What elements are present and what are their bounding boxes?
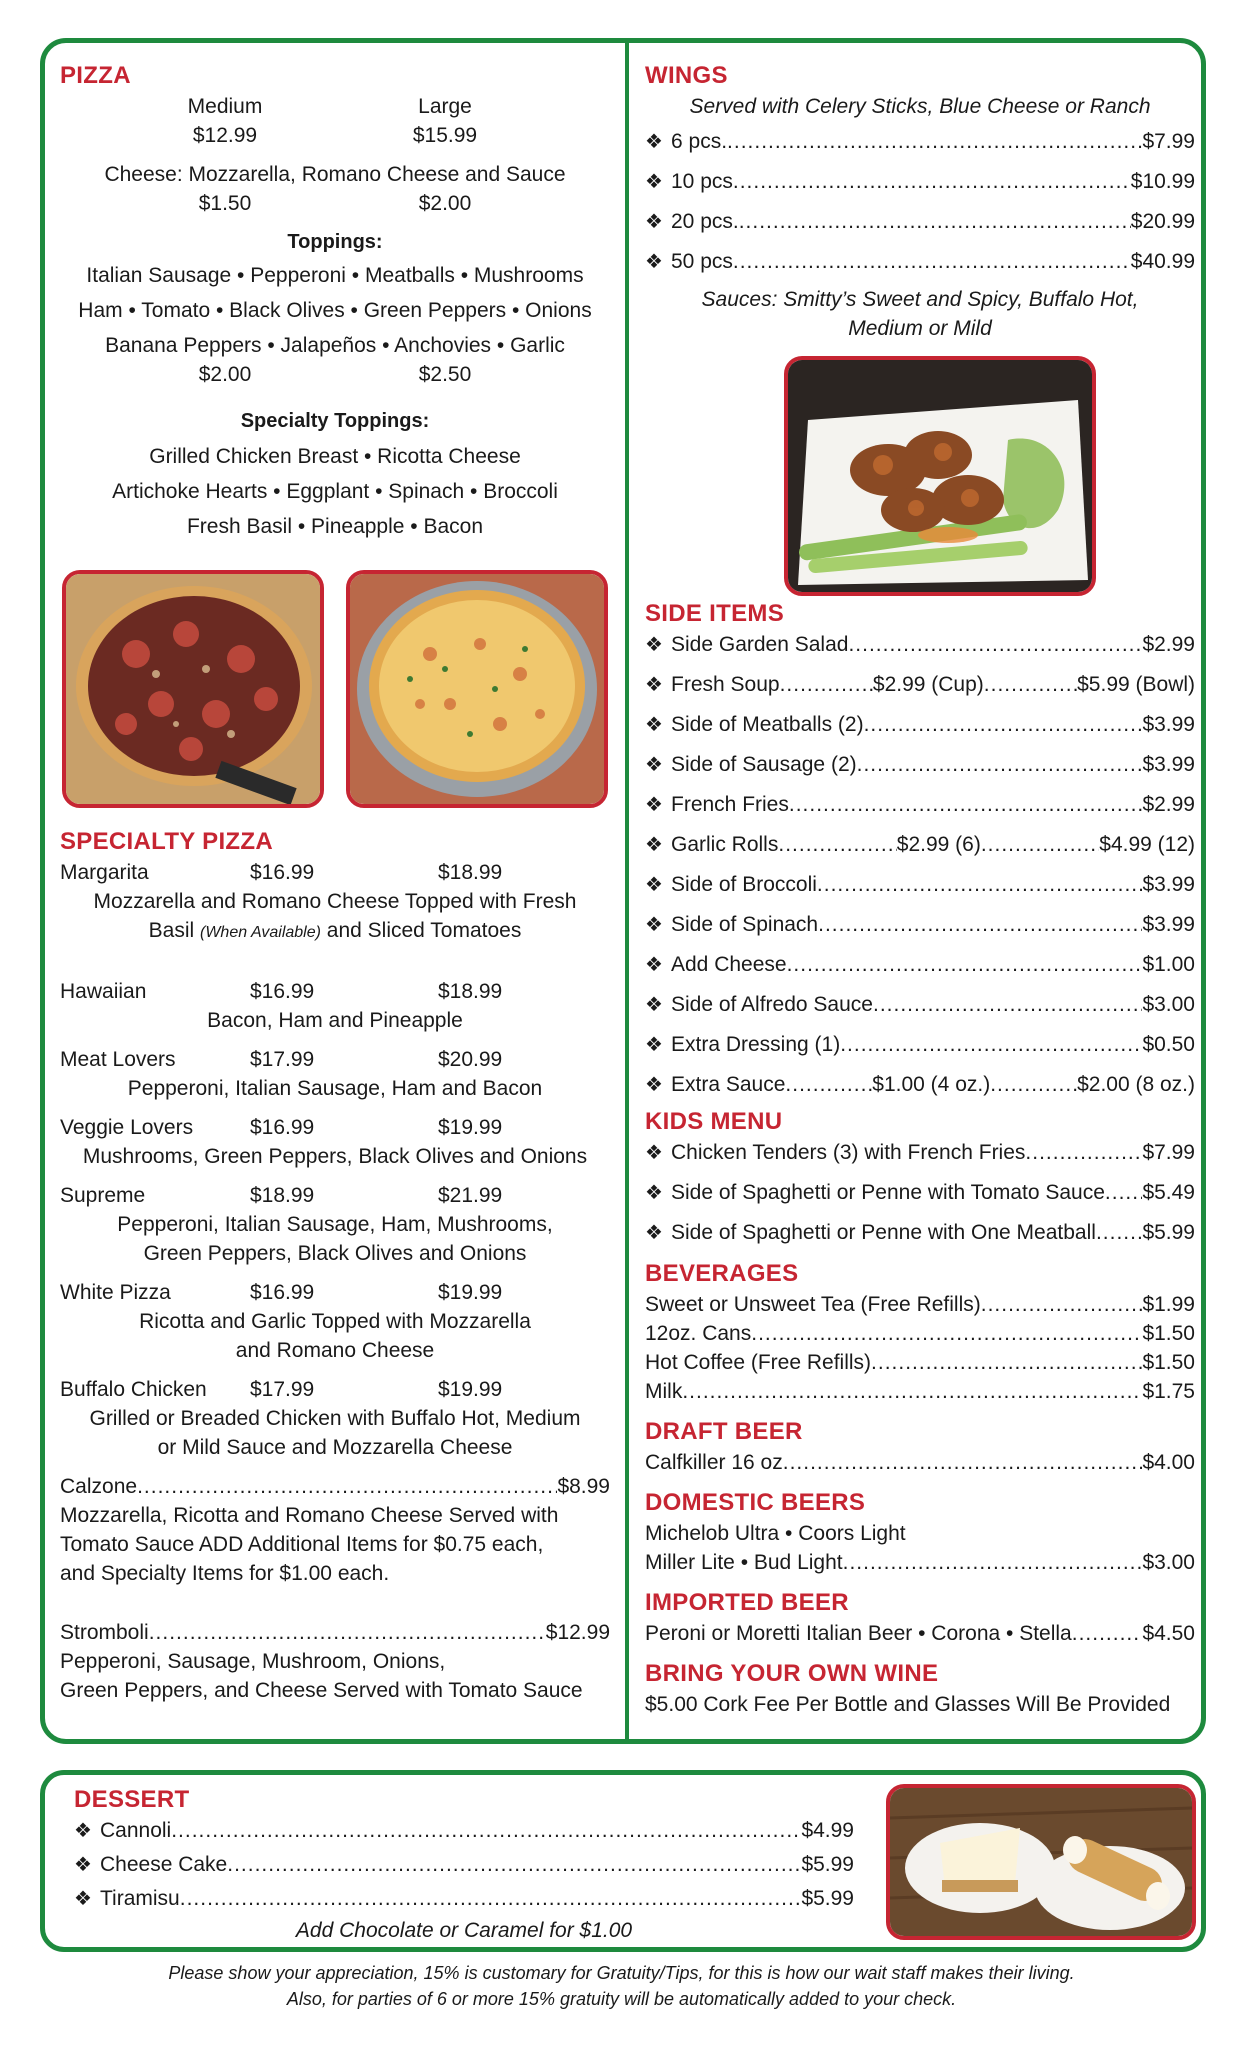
side-item-row [645, 1030, 1195, 1060]
kids-item-price: $7.99 [1142, 1141, 1195, 1164]
wings-50-row [645, 247, 1195, 277]
stromboli-price: $12.99 [545, 1621, 610, 1644]
leader-dots [783, 1448, 1143, 1477]
dessert-section [74, 1784, 854, 1945]
cheese-line: Cheese: Mozzarella, Romano Cheese and Sauce [104, 163, 566, 186]
cheese-medium-price: $1.50 [198, 192, 252, 215]
specialty-toppings-line-3: Fresh Basil • Pineapple • Bacon [186, 515, 484, 538]
margarita-when-available: (When Available) [200, 924, 321, 941]
right-column [645, 60, 1195, 343]
domestic-beers-line-1: Michelob Ultra • Coors Light [645, 1522, 906, 1545]
side-items-heading: SIDE ITEMS [645, 600, 785, 627]
specialty-toppings-line-1: Grilled Chicken Breast • Ricotta Cheese [149, 445, 521, 468]
leader-dots [682, 1377, 1142, 1406]
side-item-label: Side Garden Salad [671, 633, 849, 656]
diamond-bullet-icon: ❖ [645, 1142, 663, 1164]
kids-item-price: $5.49 [1142, 1181, 1195, 1204]
wings-heading: WINGS [645, 62, 728, 89]
wings-photo [784, 356, 1096, 596]
gratuity-note-line-1: Please show your appreciation, 15% is customary for Gratuity/Tips, for this is how our wait staff makes their living. [168, 1963, 1075, 1983]
cheese-prices [60, 189, 610, 218]
buffalo-chicken-name: Buffalo Chicken [60, 1378, 207, 1401]
side-item-price: $2.99 [1142, 793, 1195, 816]
calzone-desc-3: and Specialty Items for $1.00 each. [60, 1562, 390, 1585]
diamond-bullet-icon: ❖ [645, 1222, 663, 1244]
diamond-bullet-icon: ❖ [645, 834, 663, 856]
kids-item-price: $5.99 [1142, 1221, 1195, 1244]
leader-dots [727, 127, 1142, 156]
side-item-row [645, 790, 1195, 820]
beverage-label: Hot Coffee (Free Refills) [645, 1351, 872, 1374]
meat-pizza-photo [62, 570, 324, 808]
side-item-price: $3.99 [1142, 713, 1195, 736]
beverages-heading: BEVERAGES [645, 1260, 799, 1287]
side-item-price: $3.99 [1142, 753, 1195, 776]
meat-lovers-row [60, 1045, 610, 1074]
leader-dots [1072, 1619, 1143, 1648]
specialty-toppings-heading: Specialty Toppings: [240, 410, 430, 432]
stromboli-name: Stromboli [60, 1621, 149, 1644]
beverage-price: $1.50 [1142, 1351, 1195, 1374]
kids-item-label: Chicken Tenders (3) with French Fries [671, 1141, 1026, 1164]
diamond-bullet-icon: ❖ [645, 874, 663, 896]
leader-dots [843, 1548, 1143, 1577]
side-item-label: Garlic Rolls [671, 833, 779, 856]
diamond-bullet-icon: ❖ [645, 171, 663, 193]
toppings-prices [60, 360, 610, 389]
wings-50-price: $40.99 [1130, 250, 1195, 273]
beverage-row [645, 1348, 1195, 1377]
leader-dots [739, 207, 1131, 236]
kids-item-row [645, 1218, 1195, 1248]
diamond-bullet-icon: ❖ [645, 794, 663, 816]
side-item-row [645, 950, 1195, 980]
wings-20-row [645, 207, 1195, 237]
imported-beer-label: Peroni or Moretti Italian Beer • Corona • Stella [645, 1622, 1072, 1645]
cheese-large-price: $2.00 [418, 192, 472, 215]
side-item-label: Add Cheese [671, 953, 787, 976]
left-column [60, 60, 610, 541]
veggie-lovers-large-price: $19.99 [438, 1116, 503, 1139]
wings-20-label: 20 pcs. [671, 210, 739, 233]
size-large-label: Large [418, 95, 472, 118]
margarita-desc-2 [60, 916, 610, 947]
wings-10-price: $10.99 [1130, 170, 1195, 193]
dessert-row [74, 1884, 854, 1914]
side-item-label: Side of Alfredo Sauce [671, 993, 873, 1016]
meat-lovers-large-price: $20.99 [438, 1048, 503, 1071]
side-item-price: $3.99 [1142, 913, 1195, 936]
leader-dots [840, 1030, 1142, 1059]
diamond-bullet-icon: ❖ [645, 634, 663, 656]
beverage-label: Sweet or Unsweet Tea (Free Refills) [645, 1293, 981, 1316]
side-item-row [645, 1070, 1195, 1100]
toppings-line-2: Ham • Tomato • Black Olives • Green Peppers • Onions [78, 299, 592, 322]
wings-sauces-1: Sauces: Smitty’s Sweet and Spicy, Buffalo Hot, [701, 288, 1139, 311]
wings-10-label: 10 pcs [671, 170, 733, 193]
diamond-bullet-icon: ❖ [74, 1854, 92, 1876]
wings-50-label: 50 pcs [671, 250, 733, 273]
diamond-bullet-icon: ❖ [645, 131, 663, 153]
veggie-lovers-medium-price: $16.99 [250, 1116, 315, 1139]
side-item-label: Extra Sauce [671, 1073, 786, 1096]
white-pizza-desc-1: Ricotta and Garlic Topped with Mozzarella [139, 1310, 531, 1333]
leader-dots [857, 750, 1143, 779]
leader-dots [171, 1816, 801, 1845]
buffalo-chicken-large-price: $19.99 [438, 1378, 503, 1401]
leader-dots [981, 1290, 1143, 1319]
pizza-base-prices [60, 121, 610, 150]
side-item-price: $4.99 (12) [1099, 833, 1195, 856]
toppings-large-price: $2.50 [418, 363, 472, 386]
beverage-row [645, 1377, 1195, 1406]
leader-dots [817, 870, 1143, 899]
supreme-desc-1: Pepperoni, Italian Sausage, Ham, Mushrooms, [117, 1213, 553, 1236]
toppings-line-1: Italian Sausage • Pepperoni • Meatballs • Mushrooms [86, 264, 584, 287]
kids-item-row [645, 1138, 1195, 1168]
hawaiian-large-price: $18.99 [438, 980, 503, 1003]
beverage-price: $1.75 [1142, 1380, 1195, 1403]
hawaiian-medium-price: $16.99 [250, 980, 315, 1003]
side-item-price: $3.00 [1142, 993, 1195, 1016]
leader-dots [785, 1070, 872, 1099]
supreme-medium-price: $18.99 [250, 1184, 315, 1207]
diamond-bullet-icon: ❖ [645, 211, 663, 233]
buffalo-chicken-desc-1: Grilled or Breaded Chicken with Buffalo Hot, Medium [89, 1407, 581, 1430]
draft-beer-heading: DRAFT BEER [645, 1418, 803, 1445]
margarita-desc-1: Mozzarella and Romano Cheese Topped with Fresh [93, 890, 577, 913]
stromboli-row [60, 1618, 610, 1647]
dessert-label: Cannoli [100, 1819, 172, 1842]
specialty-pizza-heading: SPECIALTY PIZZA [60, 828, 273, 855]
gratuity-note-line-2: Also, for parties of 6 or more 15% gratuity will be automatically added to your check. [286, 1989, 957, 2009]
dessert-label: Cheese Cake [100, 1853, 228, 1876]
draft-beer-row [645, 1448, 1195, 1477]
white-pizza-row [60, 1278, 610, 1307]
side-item-price: $0.50 [1142, 1033, 1195, 1056]
leader-dots [1025, 1138, 1142, 1167]
dessert-note: Add Chocolate or Caramel for $1.00 [295, 1919, 633, 1942]
kids-item-row [645, 1178, 1195, 1208]
wine-heading: BRING YOUR OWN WINE [645, 1660, 939, 1687]
supreme-desc-2: Green Peppers, Black Olives and Onions [143, 1242, 527, 1265]
dessert-row [74, 1850, 854, 1880]
side-item-price: $5.99 (Bowl) [1077, 673, 1196, 696]
side-item-price: $2.00 (8 oz.) [1077, 1073, 1195, 1096]
beverage-label: 12oz. Cans [645, 1322, 752, 1345]
side-item-row [645, 630, 1195, 660]
leader-dots [873, 990, 1142, 1019]
meat-lovers-desc: Pepperoni, Italian Sausage, Ham and Bacon [127, 1077, 543, 1100]
leader-dots [871, 1348, 1142, 1377]
domestic-beers-price: $3.00 [1142, 1551, 1195, 1574]
wings-6-row [645, 127, 1195, 157]
leader-dots [990, 1070, 1077, 1099]
diamond-bullet-icon: ❖ [645, 754, 663, 776]
leader-dots [137, 1472, 557, 1501]
kids-item-label: Side of Spaghetti or Penne with One Meatball [671, 1221, 1096, 1244]
domestic-beers-row [645, 1548, 1195, 1577]
buffalo-chicken-desc-2: or Mild Sauce and Mozzarella Cheese [157, 1436, 513, 1459]
leader-dots [1105, 1178, 1143, 1207]
diamond-bullet-icon: ❖ [645, 1034, 663, 1056]
beverage-price: $1.50 [1142, 1322, 1195, 1345]
domestic-beers-label: Miller Lite • Bud Light [645, 1551, 843, 1574]
leader-dots [733, 247, 1131, 276]
imported-beer-heading: IMPORTED BEER [645, 1589, 849, 1616]
buffalo-chicken-row [60, 1375, 610, 1404]
leader-dots [848, 630, 1142, 659]
side-item-row [645, 910, 1195, 940]
stromboli-desc-1: Pepperoni, Sausage, Mushroom, Onions, [60, 1650, 446, 1673]
leader-dots [787, 950, 1143, 979]
dessert-price: $4.99 [801, 1819, 854, 1842]
hawaiian-desc: Bacon, Ham and Pineapple [207, 1009, 463, 1032]
margarita-row [60, 858, 610, 887]
beverage-row [645, 1290, 1195, 1319]
size-medium-label: Medium [187, 95, 263, 118]
margarita-large-price: $18.99 [438, 861, 503, 884]
calzone-row [60, 1472, 610, 1501]
side-items-section [645, 598, 1195, 1719]
hawaiian-row [60, 977, 610, 1006]
side-item-price: $2.99 [1142, 633, 1195, 656]
leader-dots [864, 710, 1143, 739]
side-item-label: Side of Meatballs (2) [671, 713, 864, 736]
diamond-bullet-icon: ❖ [74, 1820, 92, 1842]
supreme-name: Supreme [60, 1184, 146, 1207]
calzone-desc-1: Mozzarella, Ricotta and Romano Cheese Served with [60, 1504, 559, 1527]
leader-dots [984, 670, 1077, 699]
diamond-bullet-icon: ❖ [645, 1074, 663, 1096]
wings-6-price: $7.99 [1142, 130, 1195, 153]
beverage-price: $1.99 [1142, 1293, 1195, 1316]
side-item-row [645, 670, 1195, 700]
leader-dots [818, 910, 1142, 939]
margarita-name: Margarita [60, 861, 149, 884]
margarita-desc-2a: Basil [148, 919, 200, 942]
toppings-heading: Toppings: [287, 231, 383, 253]
side-item-price: $1.00 [1142, 953, 1195, 976]
leader-dots [778, 830, 896, 859]
side-item-row [645, 710, 1195, 740]
pizza-size-labels [60, 92, 610, 121]
leader-dots [180, 1884, 802, 1913]
kids-menu-heading: KIDS MENU [645, 1108, 783, 1135]
specialty-toppings-line-2: Artichoke Hearts • Eggplant • Spinach • Broccoli [112, 480, 558, 503]
side-item-label: Side of Sausage (2) [671, 753, 857, 776]
beverage-row [645, 1319, 1195, 1348]
draft-beer-label: Calfkiller 16 oz [645, 1451, 783, 1474]
white-pizza-name: White Pizza [60, 1281, 171, 1304]
leader-dots [751, 1319, 1142, 1348]
beverage-label: Milk [645, 1380, 683, 1403]
calzone-name: Calzone [60, 1475, 138, 1498]
side-item-label: Side of Broccoli [671, 873, 817, 896]
imported-beer-row [645, 1619, 1195, 1648]
leader-dots [1096, 1218, 1143, 1247]
side-item-label: Fresh Soup [671, 673, 780, 696]
diamond-bullet-icon: ❖ [645, 994, 663, 1016]
leader-dots [981, 830, 1099, 859]
dessert-photo [886, 1784, 1196, 1940]
imported-beer-price: $4.50 [1142, 1622, 1195, 1645]
wine-line: $5.00 Cork Fee Per Bottle and Glasses Will Be Provided [645, 1693, 1171, 1716]
pizza-heading: PIZZA [60, 62, 131, 89]
leader-dots [227, 1850, 801, 1879]
side-item-row [645, 750, 1195, 780]
side-item-row [645, 830, 1195, 860]
side-item-label: Side of Spinach [671, 913, 819, 936]
side-item-cup-price: $2.99 (Cup) [872, 673, 984, 696]
diamond-bullet-icon: ❖ [645, 714, 663, 736]
side-item-price: $3.99 [1142, 873, 1195, 896]
veggie-lovers-name: Veggie Lovers [60, 1116, 194, 1139]
leader-dots [789, 790, 1143, 819]
column-divider [625, 40, 629, 1742]
margarita-desc-2c: and Sliced Tomatoes [320, 919, 522, 942]
toppings-line-3: Banana Peppers • Jalapeños • Anchovies • Garlic [105, 334, 565, 357]
leader-dots [733, 167, 1131, 196]
buffalo-chicken-medium-price: $17.99 [250, 1378, 315, 1401]
dessert-row [74, 1816, 854, 1846]
specialty-pizza-section [60, 826, 610, 1705]
side-item-small-price: $2.99 (6) [896, 833, 981, 856]
wings-subtitle: Served with Celery Sticks, Blue Cheese or Ranch [689, 95, 1151, 118]
price-large: $15.99 [412, 124, 478, 147]
hawaiian-name: Hawaiian [60, 980, 147, 1003]
dessert-price: $5.99 [801, 1853, 854, 1876]
price-medium: $12.99 [192, 124, 258, 147]
stromboli-desc-2: Green Peppers, and Cheese Served with Tomato Sauce [60, 1679, 583, 1702]
meat-lovers-medium-price: $17.99 [250, 1048, 315, 1071]
diamond-bullet-icon: ❖ [74, 1888, 92, 1910]
supreme-large-price: $21.99 [438, 1184, 503, 1207]
diamond-bullet-icon: ❖ [645, 1182, 663, 1204]
leader-dots [149, 1618, 546, 1647]
veggie-lovers-desc: Mushrooms, Green Peppers, Black Olives and Onions [82, 1145, 588, 1168]
draft-beer-price: $4.00 [1142, 1451, 1195, 1474]
toppings-medium-price: $2.00 [198, 363, 252, 386]
side-item-small-price: $1.00 (4 oz.) [872, 1073, 991, 1096]
white-pizza-large-price: $19.99 [438, 1281, 503, 1304]
wings-10-row [645, 167, 1195, 197]
dessert-label: Tiramisu [100, 1887, 180, 1910]
supreme-row [60, 1181, 610, 1210]
wings-sauces-2: Medium or Mild [848, 317, 992, 340]
white-pizza-desc-2: and Romano Cheese [235, 1339, 435, 1362]
veggie-lovers-row [60, 1113, 610, 1142]
cheese-pizza-photo [346, 570, 608, 808]
kids-item-label: Side of Spaghetti or Penne with Tomato Sauce [671, 1181, 1105, 1204]
diamond-bullet-icon: ❖ [645, 954, 663, 976]
dessert-heading: DESSERT [74, 1786, 190, 1813]
side-item-label: Extra Dressing (1) [671, 1033, 841, 1056]
meat-lovers-name: Meat Lovers [60, 1048, 176, 1071]
white-pizza-medium-price: $16.99 [250, 1281, 315, 1304]
side-item-row [645, 870, 1195, 900]
side-item-row [645, 990, 1195, 1020]
domestic-beers-heading: DOMESTIC BEERS [645, 1489, 866, 1516]
diamond-bullet-icon: ❖ [645, 914, 663, 936]
side-item-label: French Fries [671, 793, 789, 816]
wings-20-price: $20.99 [1130, 210, 1195, 233]
dessert-price: $5.99 [801, 1887, 854, 1910]
calzone-price: $8.99 [557, 1475, 610, 1498]
wings-6-label: 6 pcs. [671, 130, 728, 153]
diamond-bullet-icon: ❖ [645, 674, 663, 696]
calzone-desc-2: Tomato Sauce ADD Additional Items for $0.75 each, [60, 1533, 544, 1556]
leader-dots [780, 670, 873, 699]
margarita-medium-price: $16.99 [250, 861, 315, 884]
diamond-bullet-icon: ❖ [645, 251, 663, 273]
